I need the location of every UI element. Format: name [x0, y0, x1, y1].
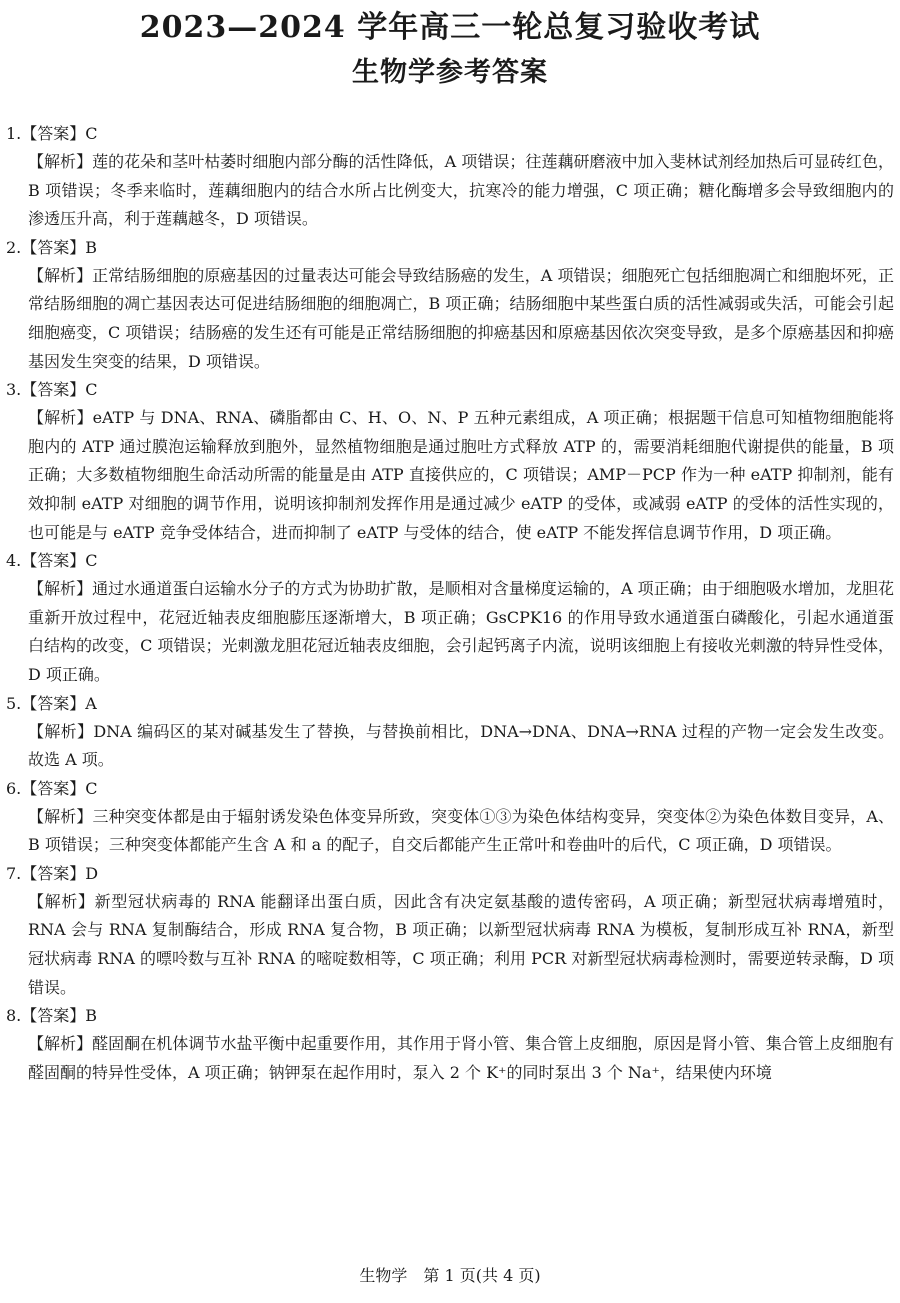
explanation-text: 【解析】醛固酮在机体调节水盐平衡中起重要作用，其作用于肾小管、集合管上皮细胞，原因是肾小管、集合管上皮细胞有醛固酮的特异性受体，A 项正确；钠钾泵在起作用时，泵入 2 个 K⁺的同时泵出 3 个 Na⁺，结果使内环境	[28, 1034, 894, 1082]
answer-list	[6, 120, 894, 1087]
answer-line: 5.【答案】A	[6, 693, 97, 713]
explanation-text: 【解析】正常结肠细胞的原癌基因的过量表达可能会导致结肠癌的发生，A 项错误；细胞死亡包括细胞凋亡和细胞坏死，正常结肠细胞的凋亡基因表达可促进结肠细胞的细胞凋亡，B 项正确；结肠细胞中某些蛋白质的活性减弱或失活，可能会引起细胞癌变，C 项错误；结肠癌的发生还有可能是正常结肠细胞的抑癌基因和原癌基因依次突变导致，是多个原癌基因和抑癌基因发生突变的结果，D 项错误。	[28, 265, 894, 371]
document-title: 2023—2024 学年高三一轮总复习验收考试	[139, 10, 761, 45]
answer-line: 1.【答案】C	[6, 124, 98, 143]
explanation-text: 【解析】DNA 编码区的某对碱基发生了替换，与替换前相比，DNA→DNA、DNA→RNA 过程的产物一定会发生改变。故选 A 项。	[28, 721, 894, 770]
question-item	[6, 1002, 894, 1087]
answer-line: 4.【答案】C	[6, 551, 98, 571]
question-item	[6, 860, 894, 1002]
explanation-text: 【解析】三种突变体都是由于辐射诱发染色体变异所致，突变体①③为染色体结构变异，突变体②为染色体数目变异，A、B 项错误；三种突变体都能产生含 A 和 a 的配子，自交后都能产生正常叶和卷曲叶的后代，C 项正确，D 项错误。	[28, 806, 894, 855]
question-item	[6, 376, 894, 547]
explanation-text: 【解析】莲的花朵和茎叶枯萎时细胞内部分酶的活性降低，A 项错误；往莲藕研磨液中加入斐林试剂经加热后可显砖红色，B 项错误；冬季来临时，莲藕细胞内的结合水所占比例变大，抗寒冷的能力增强，C 项正确；糖化酶增多会导致细胞内的渗透压升高，利于莲藕越冬，D 项错误。	[28, 152, 894, 229]
document-subtitle: 生物学参考答案	[352, 57, 548, 88]
page-footer: 生物学 第 1 页(共 4 页)	[359, 1266, 541, 1285]
answer-line: 8.【答案】B	[6, 1006, 98, 1026]
answer-line: 6.【答案】C	[6, 778, 98, 798]
question-item	[6, 234, 894, 376]
explanation-text: 【解析】eATP 与 DNA、RNA、磷脂都由 C、H、O、N、P 五种元素组成，A 项正确；根据题干信息可知植物细胞能将胞内的 ATP 通过膜泡运输释放到胞外，显然植物细胞是通过胞吐方式释放 ATP 的，需要消耗细胞代谢提供的能量，B 项正确；大多数植物细胞生命活动所需的能量是由 ATP 直接供应的，C 项错误；AMP－PCP 作为一种 eATP 抑制剂，能有效抑制 eATP 对细胞的调节作用，说明该抑制剂发挥作用是通过减少 eATP 的受体，或减弱 eATP 的受体的活性实现的，也可能是与 eATP 竞争受体结合，进而抑制了 eATP 与受体的结合，使 eATP 不能发挥信息调节作用，D 项正确。	[28, 408, 894, 542]
question-item	[6, 775, 894, 860]
explanation-text: 【解析】通过水通道蛋白运输水分子的方式为协助扩散，是顺相对含量梯度运输的，A 项正确；由于细胞吸水增加，龙胆花重新开放过程中，花冠近轴表皮细胞膨压逐渐增大，B 项正确；GsCPK16 的作用导致水通道蛋白磷酸化，引起水通道蛋白结构的改变，C 项错误；光刺激龙胆花冠近轴表皮细胞，会引起钙离子内流，说明该细胞上有接收光刺激的特异性受体，D 项正确。	[28, 579, 894, 684]
explanation-text: 【解析】新型冠状病毒的 RNA 能翻译出蛋白质，因此含有决定氨基酸的遗传密码，A 项正确；新型冠状病毒增殖时，RNA 会与 RNA 复制酶结合，形成 RNA 复合物，B 项正确；以新型冠状病毒 RNA 为模板，复制形成互补 RNA，新型冠状病毒 RNA 的嘌呤数与互补 RNA 的嘧啶数相等，C 项正确；利用 PCR 对新型冠状病毒检测时，需要逆转录酶，D 项错误。	[28, 891, 894, 997]
answer-line: 3.【答案】C	[6, 380, 98, 400]
answer-line: 2.【答案】B	[6, 237, 98, 257]
answer-line: 7.【答案】D	[6, 863, 99, 883]
question-item	[6, 120, 894, 234]
question-item	[6, 690, 894, 775]
question-item	[6, 547, 894, 689]
